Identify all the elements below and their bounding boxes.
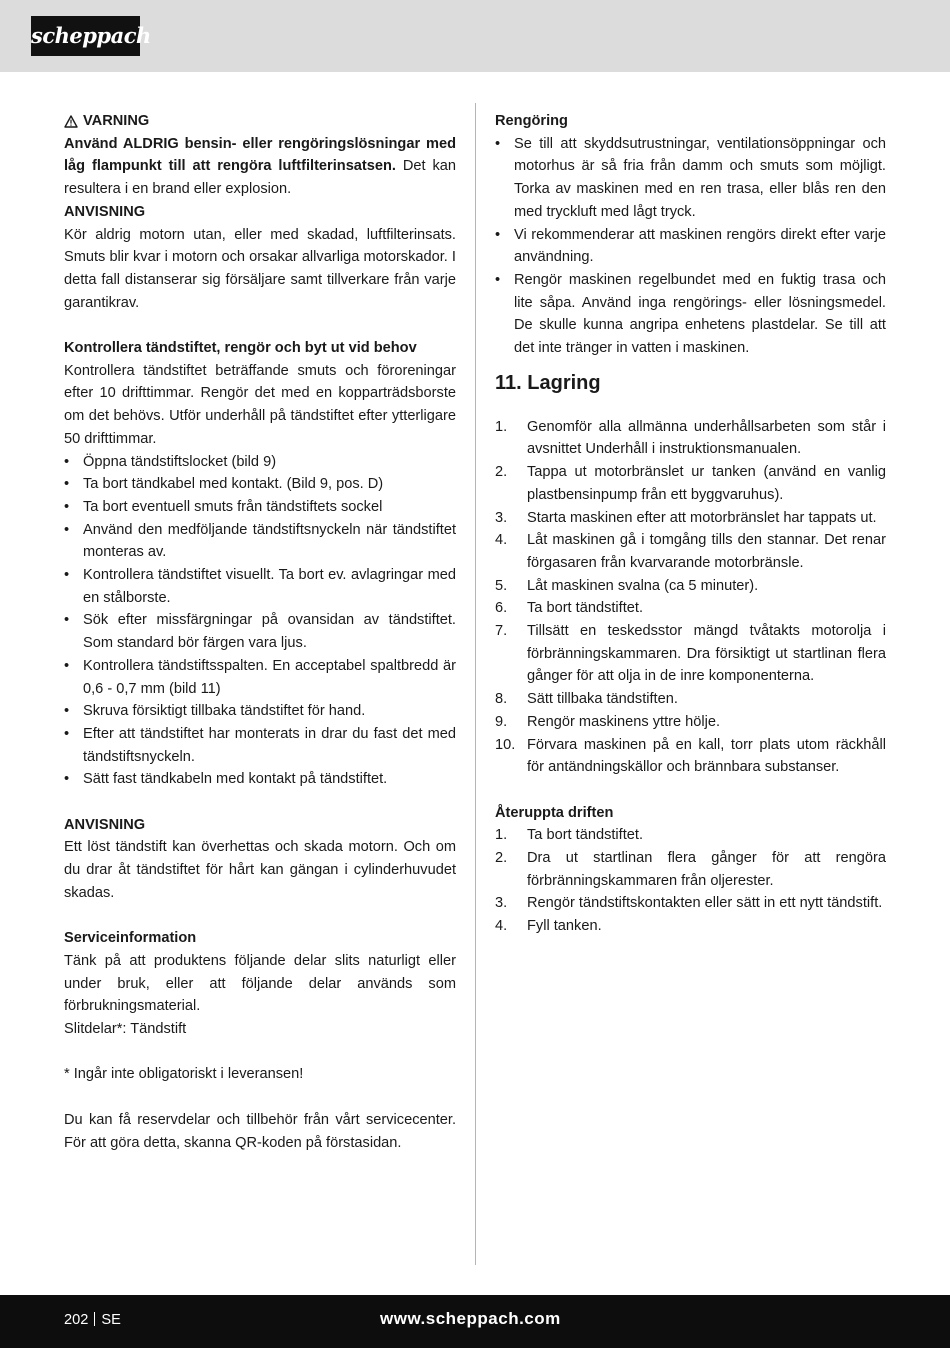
list-item: • Kontrollera tändstiftsspalten. En acceptabel spaltbredd är 0,6 - 0,7 mm (bild 11): [64, 655, 456, 700]
list-item: • Öppna tändstiftslocket (bild 9): [64, 451, 456, 474]
list-item: 5. Låt maskinen svalna (ca 5 minuter).: [495, 577, 759, 594]
footnote: * Ingår inte obligatoriskt i leveransen!: [64, 1066, 304, 1083]
spark-plug-text: Kontrollera tändstiftet beträffande smuts och föroreningar efter 10 drifttimmar. Rengör det med en kopparträdsborste om det behövs. Utför underhåll på tändstiftet efter ytterligare 50 drifttimmar.: [64, 362, 456, 447]
restart-list: [495, 824, 886, 938]
list-item: 2. Dra ut startlinan flera gånger för att rengöra förbränningskammaren från oljerester.: [495, 850, 886, 889]
list-item: 4. Låt maskinen gå i tomgång tills den stannar. Det renar förgasaren från kvarvarande motorbränsle.: [495, 532, 886, 571]
list-item: • Skruva försiktigt tillbaka tändstiftet för hand.: [64, 700, 456, 723]
storage-heading: 11. Lagring: [495, 371, 601, 394]
restart-title: Återuppta driften: [495, 804, 614, 821]
cleaning-title: Rengöring: [495, 113, 568, 129]
language-code: SE: [101, 1312, 121, 1328]
warning-rest-text: Det kan resultera i en brand eller explosion.: [64, 158, 457, 198]
cleaning-list: [495, 133, 886, 360]
list-item: 8. Sätt tillbaka tändstiften.: [495, 691, 678, 708]
warning-heading: [64, 110, 456, 133]
list-item: 10. Förvara maskinen på en kall, torr plats utom räckhåll för antändningskällor och brännbara substanser.: [495, 736, 886, 776]
column-divider: [475, 103, 476, 1265]
list-item: 4. Fyll tanken.: [495, 918, 602, 935]
warning-text: [64, 133, 456, 201]
left-column: [64, 110, 456, 1154]
list-item: • Efter att tändstiftet har monterats in drar du fast det med tändstiftsnyckeln.: [64, 723, 456, 768]
page-number-value: 202: [64, 1312, 89, 1328]
list-item: 6. Ta bort tändstiftet.: [495, 600, 644, 617]
list-item: • Ta bort tändkabel med kontakt. (Bild 9, pos. D): [64, 473, 456, 496]
list-item: • Kontrollera tändstiftet visuellt. Ta bort ev. avlagringar med en stålborste.: [64, 564, 456, 609]
service-wear-parts: Slitdelar*: Tändstift: [64, 1021, 187, 1038]
list-item: 7. Tillsätt en teskedsstor mängd tvåtakts motorolja i förbränningskammaren. Dra försiktigt ut startlinan flera gånger för att olja in de inre komponenterna.: [495, 623, 886, 685]
separator: [94, 1312, 95, 1326]
list-item: • Ta bort eventuell smuts från tändstiftets sockel: [64, 496, 456, 519]
header-bar: [0, 0, 950, 72]
page-number: [64, 1309, 121, 1331]
list-item: 2. Tappa ut motorbränslet ur tanken (använd en vanlig plastbensinpump från ett byggvaruhus).: [495, 464, 886, 503]
note2-title: ANVISNING: [64, 816, 146, 833]
website-link[interactable]: www.scheppach.com: [380, 1309, 561, 1328]
list-item: 9. Rengör maskinens yttre hölje.: [495, 713, 721, 730]
list-item: 1. Genomför alla allmänna underhållsarbeten som står i avsnittet Underhåll i instruktionsmanualen.: [495, 418, 886, 458]
list-item: • Vi rekommenderar att maskinen rengörs direkt efter varje användning.: [495, 224, 886, 269]
storage-list: [495, 416, 886, 779]
warning-bold-text: Använd ALDRIG bensin- eller rengöringslösningar med låg flampunkt till att rengöra luftfilterinsatsen.: [64, 135, 456, 175]
spare-parts-text: Du kan få reservdelar och tillbehör från vårt servicecenter. För att göra detta, skanna QR-koden på förstasidan.: [64, 1111, 456, 1151]
scheppach-logo: scheppach: [31, 16, 140, 56]
note1-text: Kör aldrig motorn utan, eller med skadad, luftfilterinsats. Smuts blir kvar i motorn och orsakar allvarliga motorskador. I detta fall distanserar sig försäljare samt tillverkare från varje garantikrav.: [64, 226, 456, 311]
list-item: • Se till att skyddsutrustningar, ventilationsöppningar och motorhus är så fria från damm och smuts som möjligt. Torka av maskinen med en ren trasa, eller blås ren den med tryckluft med lågt tryck.: [495, 133, 886, 224]
service-info-text: Tänk på att produktens följande delar slits naturligt eller under bruk, eller att följande delar används som förbrukningsmaterial.: [64, 952, 456, 1015]
note2-text: Ett löst tändstift kan överhettas och skada motorn. Och om du drar åt tändstiftet för hårt kan gängan i cylinderhuvudet skadas.: [64, 839, 456, 901]
spark-plug-title: Kontrollera tändstiftet, rengör och byt ut vid behov: [64, 340, 417, 357]
right-column: [495, 110, 886, 938]
list-item: 1. Ta bort tändstiftet.: [495, 827, 644, 844]
warning-triangle-icon: [64, 115, 78, 128]
warning-title: VARNING: [83, 113, 150, 129]
list-item: • Använd den medföljande tändstiftsnyckeln när tändstiftet monteras av.: [64, 519, 456, 564]
note1-title: ANVISNING: [64, 203, 146, 220]
spark-plug-list: [64, 451, 456, 792]
list-item: • Sök efter missfärgningar på ovansidan av tändstiftet. Som standard bör färgen vara ljus.: [64, 609, 456, 654]
list-item: 3. Starta maskinen efter att motorbränslet har tappats ut.: [495, 509, 877, 526]
list-item: • Sätt fast tändkabeln med kontakt på tändstiftet.: [64, 768, 456, 791]
list-item: 3. Rengör tändstiftskontakten eller sätt in ett nytt tändstift.: [495, 895, 883, 912]
footer-bar: [0, 1295, 950, 1348]
service-info-title: Serviceinformation: [64, 930, 197, 947]
list-item: • Rengör maskinen regelbundet med en fuktig trasa och lite såpa. Använd inga rengörings- eller lösningsmedel. De skulle kunna angripa enhetens plastdelar. Se till att det inte tränger in vatten i maskinen.: [495, 269, 886, 360]
